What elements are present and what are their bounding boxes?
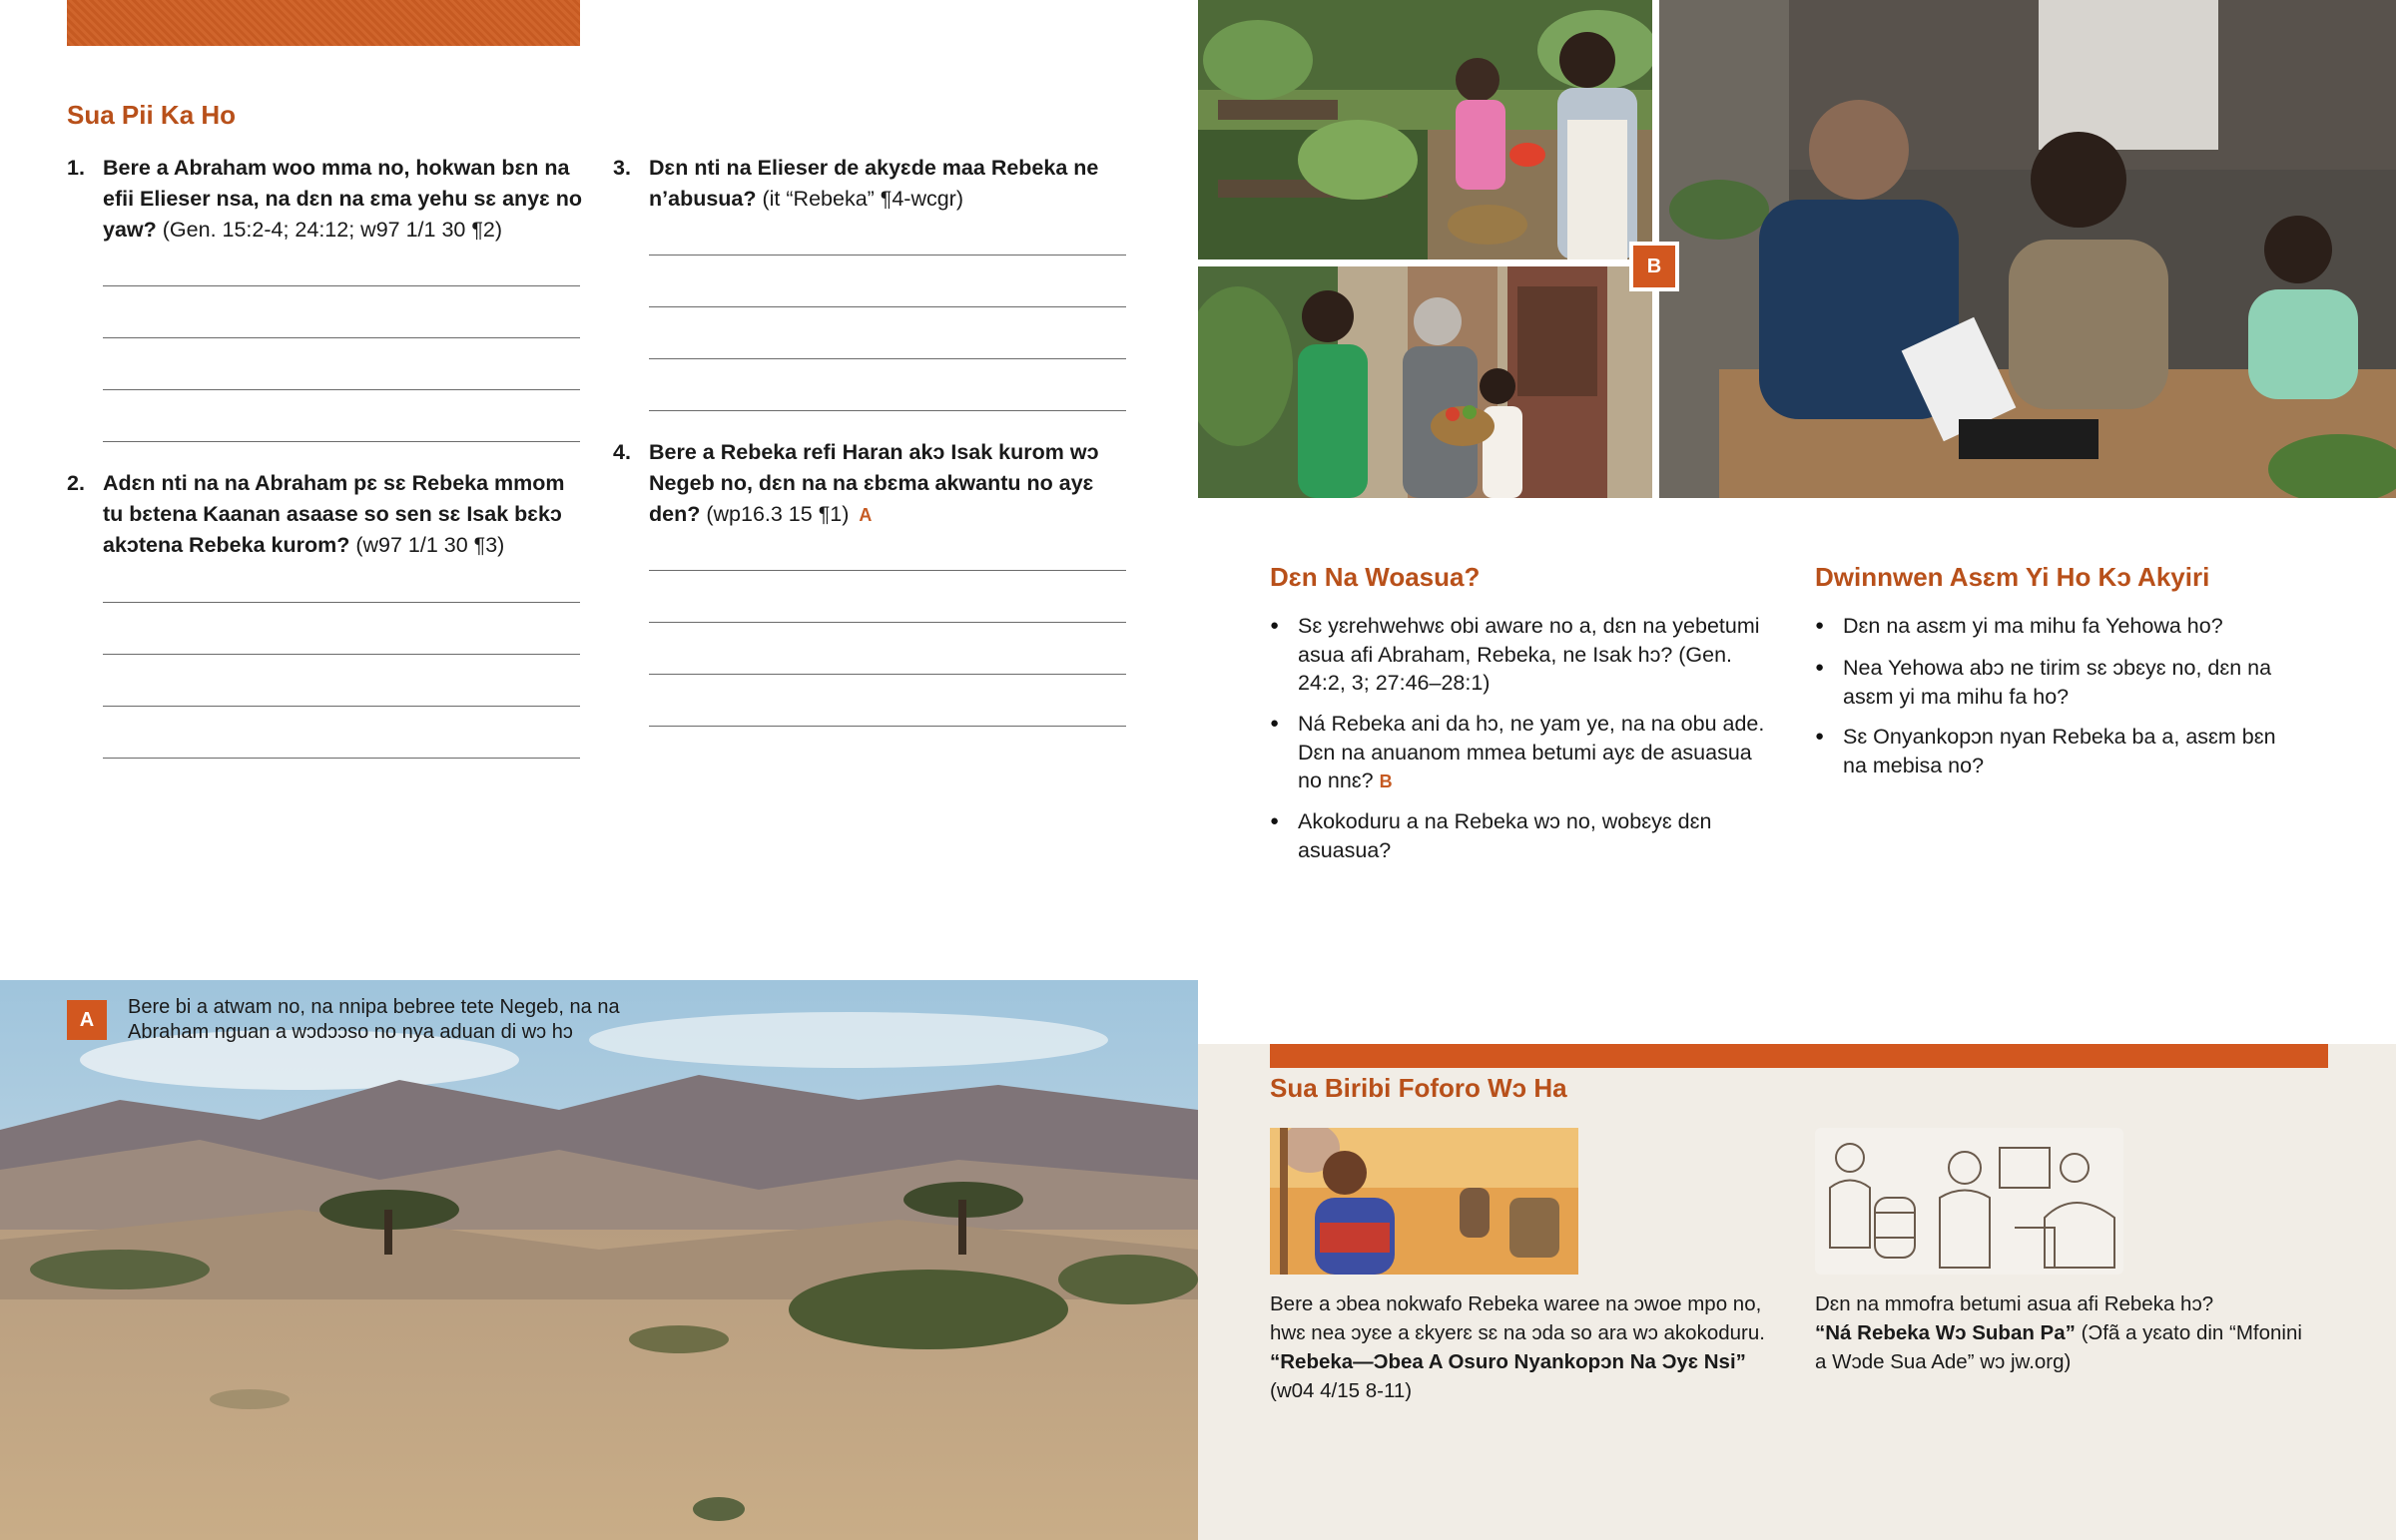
think-item [1815,654,2302,711]
answer-line[interactable] [103,706,580,707]
reflect-item [1270,612,1767,698]
reflect-heading: Dɛn Na Woasua? [1270,562,1481,592]
question-reference: (it “Rebeka” ¶4-wcgr) [762,187,963,211]
image-caption-a: Bere bi a atwam no, na nnipa bebree tete Negeb, na na Abraham nguan a wɔdɔɔso no nya aduan di wɔ hɔ [128,996,620,1043]
question-2 [67,468,586,568]
photo-visit-neighbor-with-basket [1198,266,1652,498]
more-right-caption [1815,1289,2314,1376]
question-text: Adɛn nti na na Abraham pɛ sɛ Rebeka mmom tu bɛtena Kaanan asaase so sen sɛ Isak bɛkɔ akɔtena Rebeka kurom? [103,471,565,557]
reflect-item-text: Sɛ yɛrehwehwɛ obi aware no a, dɛn na yebetumi asua afi Abraham, Rebeka, ne Isak hɔ? (Gen. 24:2, 3; 27:46–28:1) [1298,614,1760,695]
question-number: 4. [613,440,631,464]
article-link[interactable]: “Ná Rebeka Wɔ Suban Pa” [1815,1321,2076,1344]
image-tag-b: B [1379,771,1393,791]
answer-line[interactable] [103,285,580,286]
answer-line[interactable] [649,358,1126,359]
think-item [1815,723,2302,779]
answer-line[interactable] [103,758,580,759]
illustration-coloring-page[interactable] [1815,1128,2123,1275]
article-link[interactable]: “Rebeka—Ɔbea A Osuro Nyankopɔn Na Ɔyɛ Nsi” [1270,1350,1746,1373]
answer-line[interactable] [103,441,580,442]
question-text: Bere a Rebeka refi Haran akɔ Isak kurom wɔ Negeb no, dɛn na na ɛbɛma akwantu no ayɛ den? [649,440,1099,526]
question-4 [613,437,1132,537]
question-3 [613,153,1132,223]
answer-line[interactable] [649,570,1126,571]
question-text: Dɛn nti na Elieser de akyɛde maa Rebeka ne n’abusua? [649,156,1099,211]
question-1 [67,153,586,253]
image-tag-a: A [859,505,873,525]
photo-mother-daughter-garden [1198,0,1652,259]
think-item-text: Nea Yehowa abɔ ne tirim sɛ ɔbɛyɛ no, dɛn na asɛm yi ma mihu fa ho? [1843,656,2272,709]
answer-line[interactable] [649,622,1126,623]
image-badge-b: B [1629,242,1679,291]
image-badge-a: A [67,1000,107,1040]
think-item-text: Dɛn na asɛm yi ma mihu fa Yehowa ho? [1843,614,2223,638]
reflect-item-text: Akokoduru a na Rebeka wɔ no, wobɛyɛ dɛn asuasua? [1298,809,1712,862]
photo-negeb-desert [0,980,1198,1540]
reflect-item-text: Ná Rebeka ani da hɔ, ne yam ye, na na obu ade. Dɛn na anuanom mmea betumi ayɛ de asuasua no nnɛ? [1298,712,1765,792]
section-title: Sua Pii Ka Ho [67,100,237,130]
illustration-rebekah-with-jar[interactable] [1270,1128,1578,1275]
answer-line[interactable] [103,602,580,603]
answer-line[interactable] [649,410,1126,411]
article-reference: (Ɔfã a yɛato din “Mfonini a Wɔde Sua Ade” wɔ jw.org) [1815,1321,2302,1373]
photo-family-study-kitchen [1659,0,2396,498]
question-number: 2. [67,471,85,495]
reflect-item [1270,710,1767,796]
answer-line[interactable] [103,389,580,390]
decorative-header-bar [67,0,580,46]
question-text: Bere a Abraham woo mma no, hokwan bɛn na efii Elieser nsa, na dɛn na ɛma yehu sɛ anyɛ no yaw? [103,156,583,242]
think-item [1815,612,2302,641]
reflect-item [1270,807,1767,864]
think-heading: Dwinnwen Asɛm Yi Ho Kɔ Akyiri [1815,562,2210,592]
answer-line[interactable] [649,674,1126,675]
more-left-caption [1270,1289,1789,1405]
question-number: 3. [613,156,631,180]
question-reference: (Gen. 15:2-4; 24:12; w97 1/1 30 ¶2) [162,218,502,242]
article-reference: (w04 4/15 8-11) [1270,1379,1413,1402]
question-number: 1. [67,156,85,180]
answer-line[interactable] [103,654,580,655]
caption-text: Dɛn na mmofra betumi asua afi Rebeka hɔ? [1815,1292,2214,1315]
answer-line[interactable] [103,337,580,338]
caption-text: Bere a ɔbea nokwafo Rebeka waree na ɔwoe mpo no, hwɛ nea ɔyɛe a ɛkyerɛ sɛ na ɔda so ara wɔ akokoduru. [1270,1292,1765,1344]
question-reference: (w97 1/1 30 ¶3) [355,533,505,557]
answer-line[interactable] [649,255,1126,256]
answer-line[interactable] [649,726,1126,727]
question-reference: (wp16.3 15 ¶1) [706,502,850,526]
answer-line[interactable] [649,306,1126,307]
more-heading: Sua Biribi Foforo Wɔ Ha [1270,1073,1567,1103]
think-item-text: Sɛ Onyankopɔn nyan Rebeka ba a, asɛm bɛn na mebisa no? [1843,725,2276,777]
decorative-divider-bar [1270,1044,2328,1068]
